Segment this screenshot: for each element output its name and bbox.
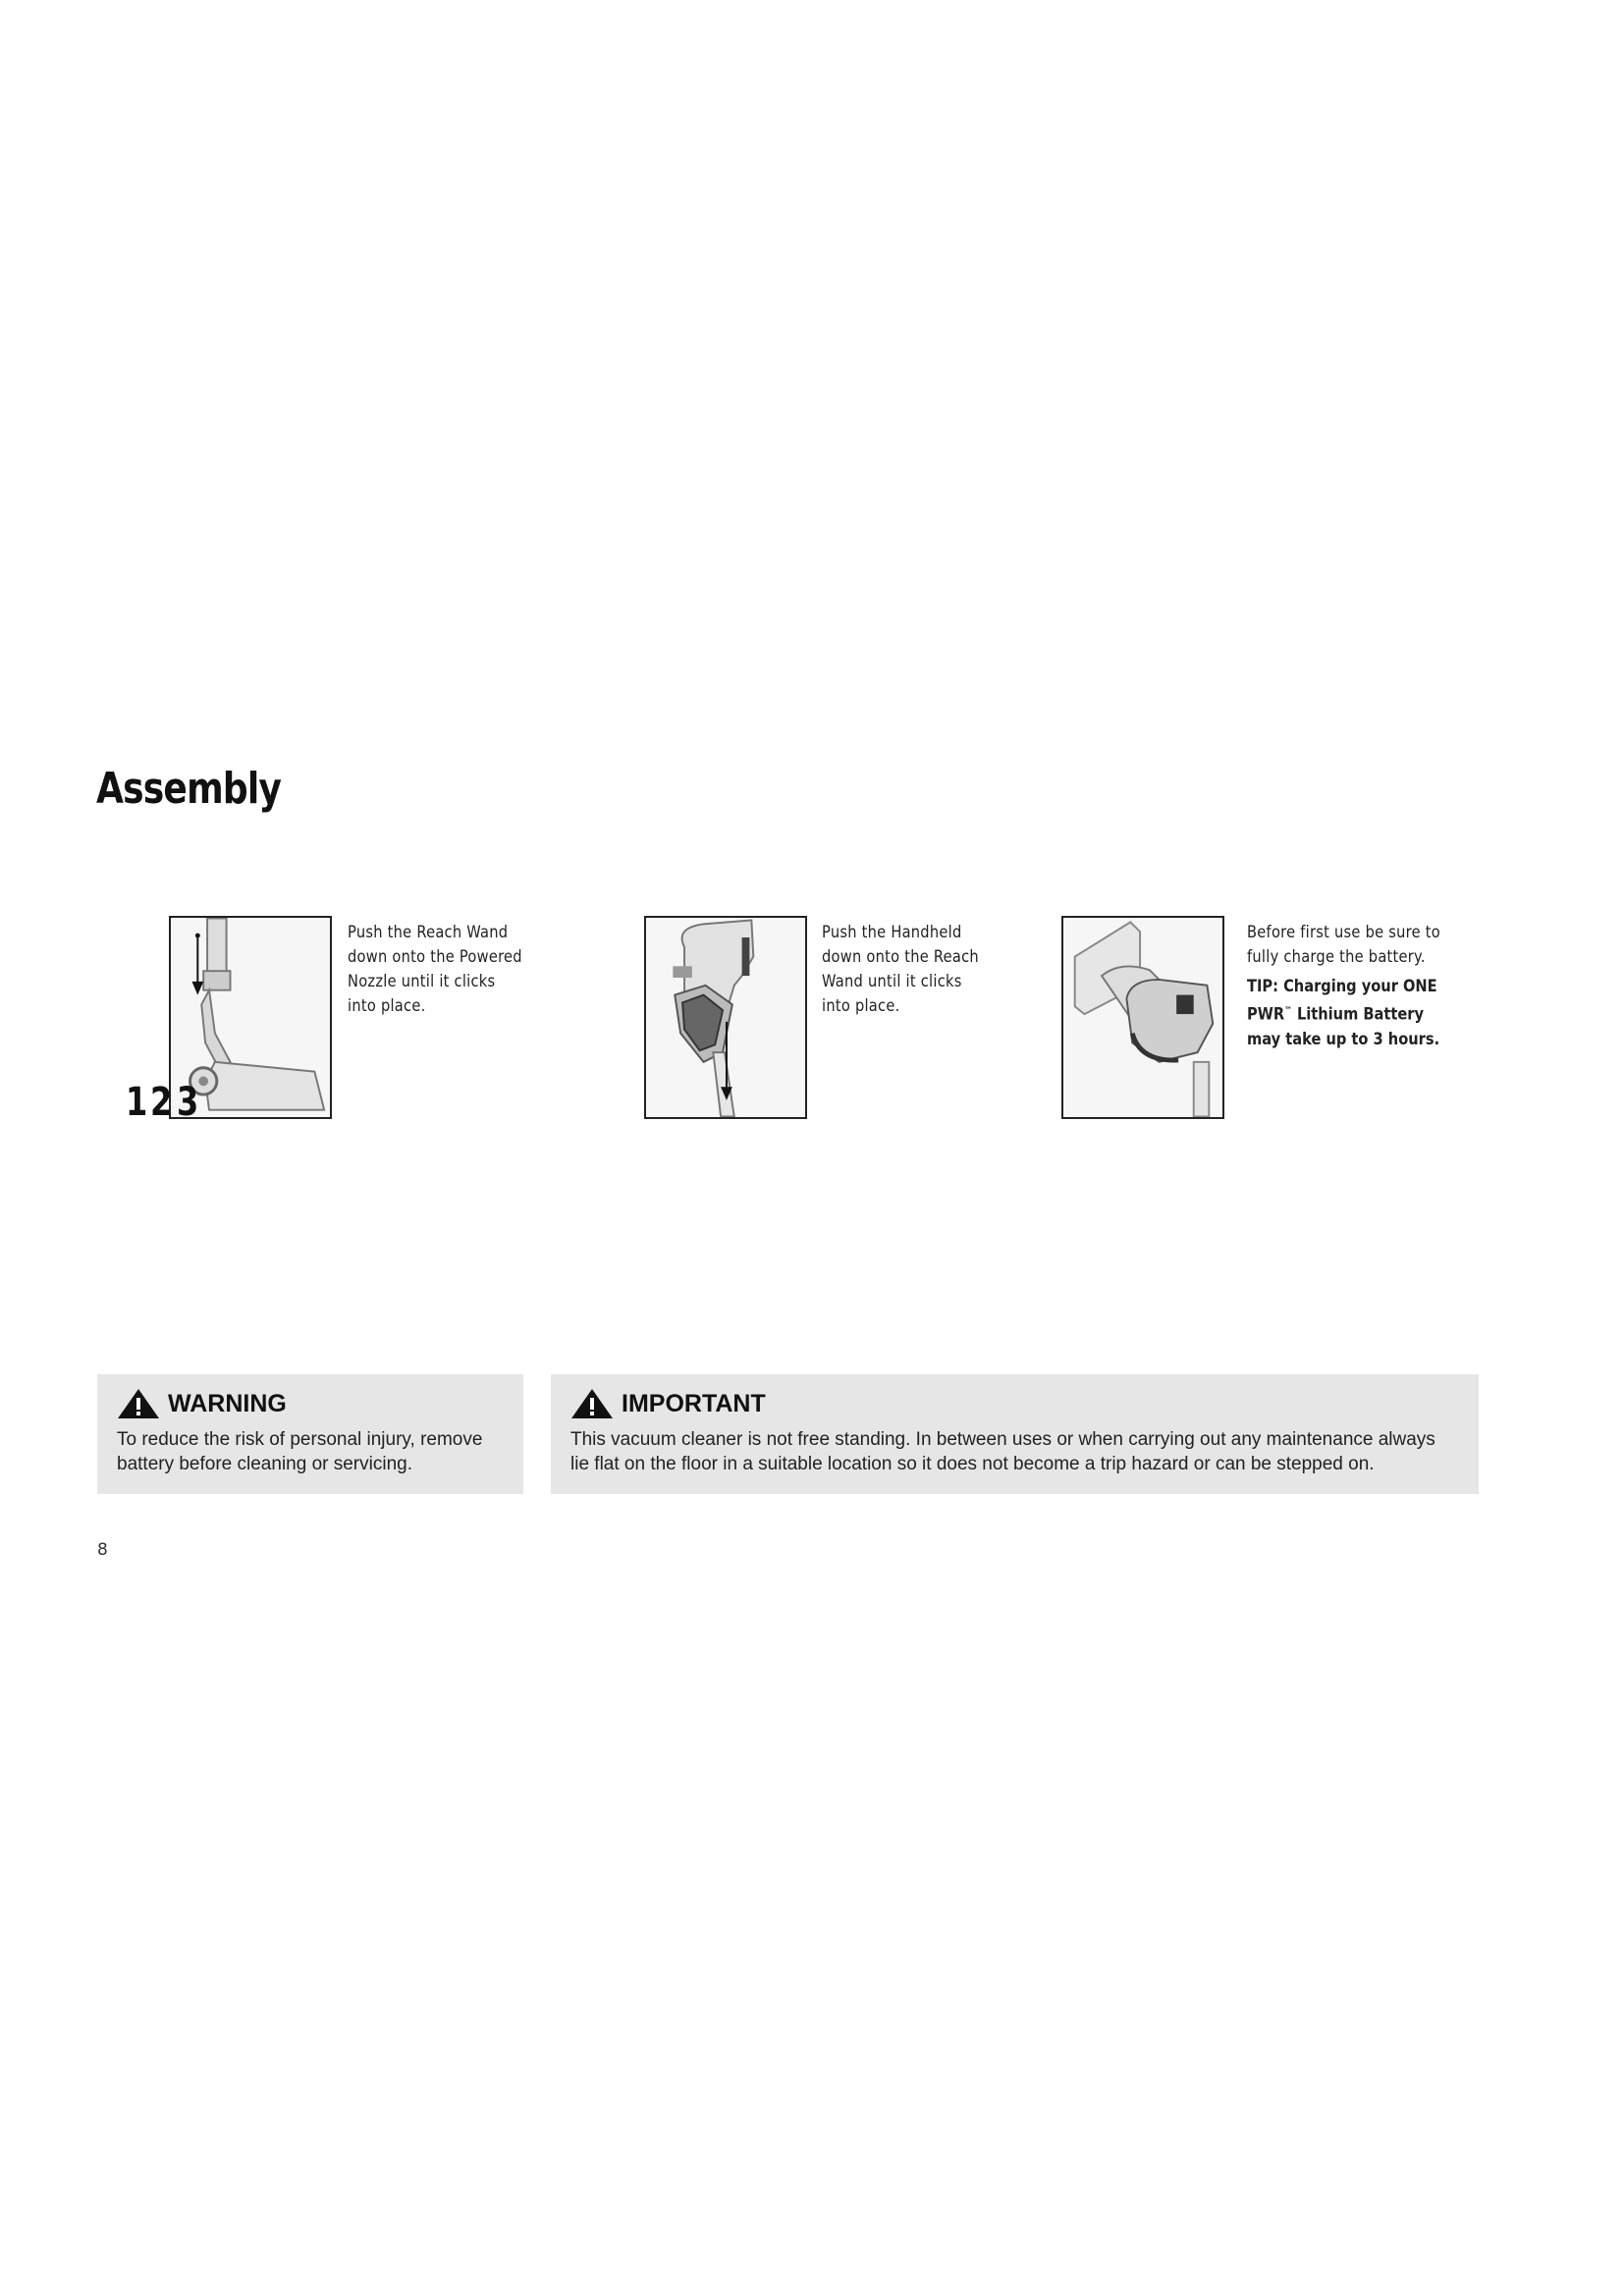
warning-box [97,1374,523,1494]
step-1-instructions [348,921,525,1019]
page-number: 8 [97,1540,108,1560]
warning-text: To reduce the risk of personal injury, remove battery before cleaning or servicing. [117,1429,483,1474]
step-2-illustration [644,916,807,1119]
page-title: Assembly [96,764,282,814]
step-3-instructions [1247,921,1454,1052]
step-2-instructions [822,921,982,1019]
charging-dock-illustration [1063,918,1222,1117]
step-number-3: 3 [177,1080,199,1125]
warning-header [117,1386,504,1421]
important-text: This vacuum cleaner is not free standing. In between uses or when carrying out any maintenance always lie flat on the floor in a suitable location so it does not become a trip hazard or can be stepped on. [570,1429,1435,1474]
step-3-tip-suffix: Lithium Battery may take up to 3 hours. [1247,1004,1440,1049]
important-heading: IMPORTANT [622,1389,766,1417]
step-1-text: Push the Reach Wand down onto the Powered Nozzle until it clicks into place. [348,923,522,1016]
handheld-wand-illustration [646,918,805,1117]
warning-triangle-icon [117,1388,160,1419]
step-2-text: Push the Handheld down onto the Reach Wand until it clicks into place. [822,923,979,1016]
important-box [551,1374,1479,1494]
step-number-1: 1 [126,1080,148,1125]
important-header [570,1386,1459,1421]
step-3-text: Before first use be sure to fully charge the battery. [1247,923,1440,967]
step-3-illustration [1061,916,1224,1119]
trademark-mark: ™ [1284,1006,1292,1016]
step-3-tip-prefix: TIP: Charging your ONE PWR [1247,977,1437,1025]
warning-heading: WARNING [168,1389,287,1417]
warning-triangle-icon [570,1388,614,1419]
step-3-tip [1247,975,1454,1052]
step-number-2: 2 [150,1080,173,1125]
